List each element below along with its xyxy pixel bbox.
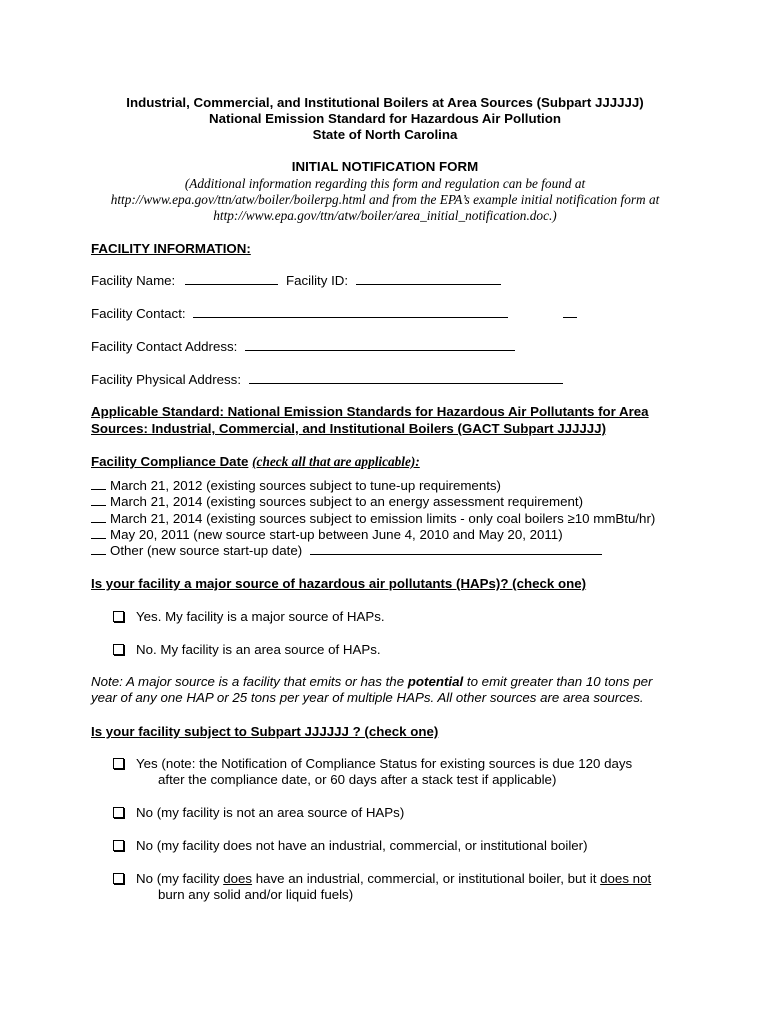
facility-contact-row xyxy=(91,306,508,321)
subpart-no-boiler-checkbox[interactable] xyxy=(113,840,124,851)
facility-id-row xyxy=(286,273,501,288)
compliance-heading-row xyxy=(91,454,420,470)
header-line-2: National Emission Standard for Hazardous Air Pollution xyxy=(209,111,561,126)
facility-physical-address-label: Facility Physical Address: xyxy=(91,372,242,387)
subpart-yes-label-line-2: after the compliance date, or 60 days after a stack test if applicable) xyxy=(158,772,557,787)
subpart-no-fuel-option xyxy=(113,871,651,886)
major-source-yes-label: Yes. My facility is a major source of HAPs. xyxy=(136,609,385,624)
subpart-no-area-label: No (my facility is not an area source of HAPs) xyxy=(136,805,405,820)
subpart-no-fuel-does: does xyxy=(223,871,253,886)
info-note-line-1: (Additional information regarding this form and regulation can be found at xyxy=(184,176,586,191)
subpart-no-fuel-text-a: No (my facility xyxy=(136,871,224,886)
compliance-heading-note: (check all that are applicable): xyxy=(252,454,420,469)
applicable-standard-line-2: Sources: Industrial, Commercial, and Institutional Boilers (GACT Subpart JJJJJJ) xyxy=(91,421,606,436)
info-note-line-3: http://www.epa.gov/ttn/atw/boiler/area_initial_notification.doc.) xyxy=(213,208,557,223)
compliance-option-1 xyxy=(91,478,501,493)
subpart-yes-option xyxy=(113,756,632,771)
major-source-question: Is your facility a major source of hazardous air pollutants (HAPs)? (check one) xyxy=(91,576,587,591)
compliance-option-5-label: Other (new source start-up date) xyxy=(110,543,303,558)
subpart-no-fuel-checkbox[interactable] xyxy=(113,873,124,884)
subpart-question: Is your facility subject to Subpart JJJJJJ ? (check one) xyxy=(91,724,439,739)
subpart-no-fuel-line-2: burn any solid and/or liquid fuels) xyxy=(158,887,354,902)
major-source-note-line-2: year of any one HAP or 25 tons per year of multiple HAPs. All other sources are area sources. xyxy=(91,690,644,705)
facility-name-label: Facility Name: xyxy=(91,273,176,288)
facility-id-label: Facility ID: xyxy=(286,273,349,288)
facility-contact-address-field[interactable] xyxy=(245,339,515,351)
facility-contact-label: Facility Contact: xyxy=(91,306,186,321)
subpart-no-fuel-text-b: have an industrial, commercial, or institutional boiler, but it xyxy=(252,871,601,886)
compliance-checkbox-2[interactable] xyxy=(91,494,106,506)
facility-physical-address-field[interactable] xyxy=(249,372,563,384)
facility-contact-extra-field[interactable] xyxy=(563,306,577,318)
note-text-b: to emit greater than 10 tons per xyxy=(463,674,653,689)
compliance-checkbox-4[interactable] xyxy=(91,527,106,539)
compliance-heading: Facility Compliance Date xyxy=(91,454,249,469)
applicable-standard-line-1: Applicable Standard: National Emission Standards for Hazardous Air Pollutants for Area xyxy=(91,404,649,419)
subpart-no-area-checkbox[interactable] xyxy=(113,807,124,818)
facility-name-row xyxy=(91,273,278,288)
note-text-bold: potential xyxy=(407,674,464,689)
major-source-yes-option xyxy=(113,609,385,624)
subpart-no-fuel-does-not: does not xyxy=(600,871,652,886)
facility-physical-address-row xyxy=(91,372,563,387)
compliance-option-2 xyxy=(91,494,583,509)
subpart-no-boiler-label: No (my facility does not have an industrial, commercial, or institutional boiler) xyxy=(136,838,588,853)
compliance-option-4-label: May 20, 2011 (new source start-up between June 4, 2010 and May 20, 2011) xyxy=(110,527,563,542)
major-source-no-option xyxy=(113,642,381,657)
facility-contact-extra-row xyxy=(563,306,577,321)
compliance-option-1-label: March 21, 2012 (existing sources subject to tune-up requirements) xyxy=(110,478,501,493)
compliance-option-2-label: March 21, 2014 (existing sources subject to an energy assessment requirement) xyxy=(110,494,584,509)
facility-contact-field[interactable] xyxy=(193,306,508,318)
facility-contact-address-row xyxy=(91,339,515,354)
facility-info-heading: FACILITY INFORMATION: xyxy=(91,241,251,256)
major-source-no-checkbox[interactable] xyxy=(113,644,124,655)
facility-name-field[interactable] xyxy=(185,273,278,285)
compliance-checkbox-5[interactable] xyxy=(91,543,106,555)
header-line-1: Industrial, Commercial, and Institutional Boilers at Area Sources (Subpart JJJJJJ) xyxy=(126,95,644,110)
compliance-option-3-label: March 21, 2014 (existing sources subject to emission limits - only coal boilers ≥10 mmBtu/hr) xyxy=(110,511,656,526)
compliance-checkbox-3[interactable] xyxy=(91,511,106,523)
facility-contact-address-label: Facility Contact Address: xyxy=(91,339,238,354)
compliance-option-5 xyxy=(91,543,602,558)
major-source-note-line-1 xyxy=(91,674,652,689)
subpart-no-boiler-option xyxy=(113,838,588,853)
compliance-checkbox-1[interactable] xyxy=(91,478,106,490)
note-text-a: Note: A major source is a facility that emits or has the xyxy=(91,674,408,689)
form-title: INITIAL NOTIFICATION FORM xyxy=(291,159,479,174)
info-note-line-2: http://www.epa.gov/ttn/atw/boiler/boilerpg.html and from the EPA’s example initial notification form at xyxy=(110,192,660,207)
other-date-field[interactable] xyxy=(310,543,602,555)
major-source-yes-checkbox[interactable] xyxy=(113,611,124,622)
subpart-yes-checkbox[interactable] xyxy=(113,758,124,769)
subpart-no-area-option xyxy=(113,805,404,820)
facility-id-field[interactable] xyxy=(356,273,501,285)
header-line-3: State of North Carolina xyxy=(312,127,458,142)
major-source-no-label: No. My facility is an area source of HAPs. xyxy=(136,642,381,657)
subpart-yes-label: Yes (note: the Notification of Compliance Status for existing sources is due 120 days xyxy=(136,756,633,771)
compliance-option-4 xyxy=(91,527,563,542)
compliance-option-3 xyxy=(91,511,655,526)
